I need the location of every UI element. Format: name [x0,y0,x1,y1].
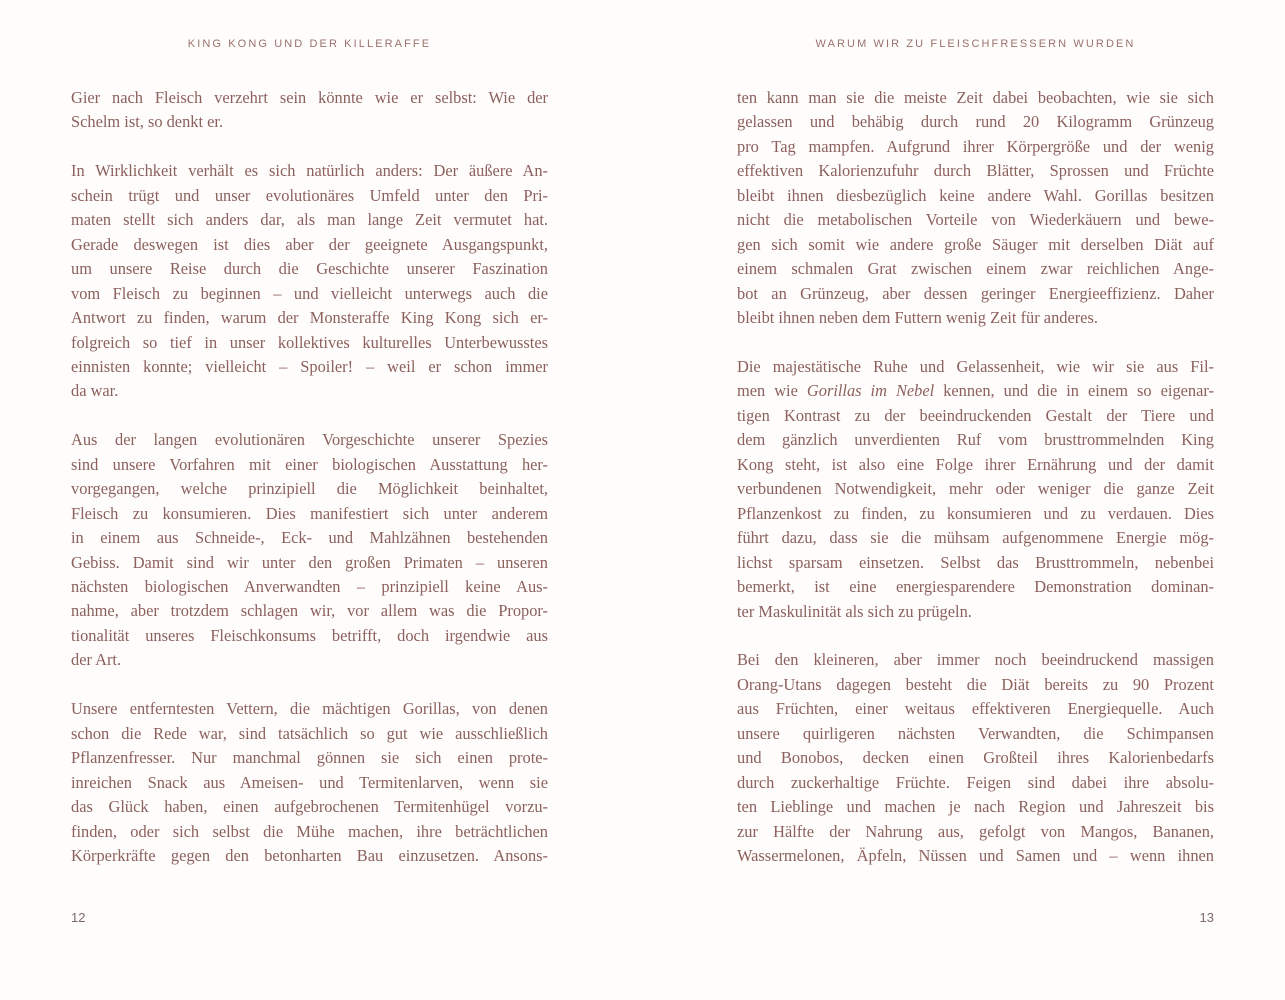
text-line: durch zuckerhaltige Früchte. Feigen sind dabei ihre absolu- [737,772,1214,792]
text-line: finden, oder sich selbst die Mühe machen, ihre beträchtlichen [71,821,548,841]
text-line: bemerkt, ist eine energiesparendere Demonstration dominan- [737,577,1214,597]
text-line: nahme, aber trotzdem schlagen wir, vor allem was die Propor- [71,601,548,621]
page-body-right [737,86,1214,868]
text-line: maten stellt sich anders dar, als man lange Zeit vermutet hat. [71,210,548,230]
text-line: Orang-Utans dagegen besteht die Diät bereits zu 90 Prozent [737,674,1214,694]
text-line: Gier nach Fleisch verzehrt sein könnte wie er selbst: Wie der [71,88,548,107]
running-head-left: KING KONG UND DER KILLERAFFE [187,38,432,50]
text-line: sind unsere Vorfahren mit einer biologischen Ausstattung her- [71,454,548,474]
text-line: tigen Kontrast zu der beeindruckenden Gestalt der Tiere und [737,405,1214,425]
text-line: dem gänzlich unverdienten Ruf vom brusttrommelnden King [737,430,1214,450]
text-line: Pflanzenfresser. Nur manchmal gönnen sie sich einen prote- [71,748,548,768]
text-line: effektiven Kalorienzufuhr durch Blätter, Sprossen und Früchte [737,161,1214,181]
paragraph [71,428,548,673]
text-line: gelassen und behäbig durch rund 20 Kilogramm Grünzeug [737,112,1214,132]
text-line: um unsere Reise durch die Geschichte unserer Faszination [71,259,548,279]
text-line: gen sich somit wie andere große Säuger mit derselben Diät auf [737,234,1214,254]
text-line: ter Maskulinität als sich zu prügeln. [737,601,972,621]
text-line: ten kann man sie die meiste Zeit dabei beobachten, wie sie sich [737,88,1214,107]
text-line: führt dazu, dass sie die mühsam aufgenommene Energie mög- [737,528,1214,548]
text-line: men wie Gorillas im Nebel kennen, und die in einem so eigenar- [737,381,1214,401]
text-line: bleibt ihnen diesbezüglich keine andere Wahl. Gorillas besitzen [737,185,1214,205]
text-line: und Bonobos, decken einen Großteil ihres Kalorienbedarfs [737,748,1214,768]
text-line: Aus der langen evolutionären Vorgeschichte unserer Spezies [71,430,548,450]
page-body-left [71,86,548,868]
text-line: In Wirklichkeit verhält es sich natürlich anders: Der äußere An- [71,161,548,181]
paragraph [71,697,548,868]
text-line: in einem aus Schneide-, Eck- und Mahlzähnen bestehenden [71,528,548,548]
text-line: Gebiss. Damit sind wir unter den großen Primaten – unseren [71,552,548,572]
text-line: einem schmalen Grat zwischen einem zwar reichlichen Ange- [737,259,1214,279]
text-line: Kong steht, ist also eine Folge ihrer Ernährung und der damit [737,454,1214,474]
italic-title: Gorillas im Nebel [806,381,935,401]
text-line: schon die Rede war, sind tatsächlich so gut wie ausschließlich [71,723,548,743]
page-number-right: 13 [1199,910,1214,925]
text-line: nicht die metabolischen Vorteile von Wiederkäuern und bewe- [737,210,1214,230]
text-line: lichst sparsam einsetzen. Selbst das Brusttrommeln, nebenbei [737,552,1214,572]
paragraph [737,86,1214,331]
text-line: schein trügt und unser evolutionäres Umfeld unter den Pri- [71,185,548,205]
text-line: Die majestätische Ruhe und Gelassenheit, wie wir sie aus Fil- [737,356,1214,376]
text-line: pro Tag mampfen. Aufgrund ihrer Körpergröße und der wenig [737,136,1214,156]
text-line: nächsten biologischen Anverwandten – prinzipiell keine Aus- [71,577,548,597]
text-line: einnisten konnte; vielleicht – Spoiler! – weil er schon immer [71,356,548,376]
text-line: Wassermelonen, Äpfeln, Nüssen und Samen und – wenn ihnen [737,846,1214,866]
text-line: Antwort zu finden, warum der Monsteraffe King Kong sich er- [71,308,548,328]
text-line: der Art. [71,650,122,670]
text-line: vom Fleisch zu beginnen – und vielleicht unterwegs auch die [71,283,548,303]
text-line: vorgegangen, welche prinzipiell die Möglichkeit beinhaltet, [71,479,548,499]
page-left [71,0,548,1000]
text-line: Pflanzenkost zu finden, zu konsumieren und zu verdauen. Dies [737,503,1214,523]
text-line: zur Hälfte der Nahrung aus, gefolgt von Mangos, Bananen, [737,821,1214,841]
text-line: unsere quirligeren nächsten Verwandten, die Schimpansen [737,723,1214,743]
page-number-left: 12 [71,910,86,925]
page-right [737,0,1214,1000]
text-line: bleibt ihnen neben dem Futtern wenig Zeit für anderes. [737,308,1098,328]
text-line: da war. [71,381,119,401]
text-line: ten Lieblinge und machen je nach Region und Jahreszeit bis [737,797,1214,817]
running-head-right: WARUM WIR ZU FLEISCHFRESSERN WURDEN [815,38,1136,50]
paragraph [71,86,548,135]
text-line: Gerade deswegen ist dies aber der geeignete Ausgangspunkt, [71,234,548,254]
text-line: folgreich so tief in unser kollektives kulturelles Unterbewusstes [71,332,548,352]
text-line: Fleisch zu konsumieren. Dies manifestiert sich unter anderem [71,503,548,523]
paragraph [71,159,548,404]
text-line: inreichen Snack aus Ameisen- und Termitenlarven, wenn sie [71,772,548,792]
paragraph [737,648,1214,868]
text-line: Unsere entferntesten Vettern, die mächtigen Gorillas, von denen [71,699,548,719]
text-line: Körperkräfte gegen den betonharten Bau einzusetzen. Ansons- [71,846,548,865]
text-line: aus Früchten, einer weitaus effektiveren Energiequelle. Auch [737,699,1214,719]
paragraph [737,355,1214,624]
text-line: tionalität unseres Fleischkonsums betrifft, doch irgendwie aus [71,625,548,645]
text-line: Bei den kleineren, aber immer noch beeindruckend massigen [737,650,1214,670]
text-line: Schelm ist, so denkt er. [71,112,224,132]
text-line: verbundenen Notwendigkeit, mehr oder weniger die ganze Zeit [737,479,1214,499]
text-line: bot an Grünzeug, aber dessen geringer Energieeffizienz. Daher [737,283,1214,303]
text-line: das Glück haben, einen aufgebrochenen Termitenhügel vorzu- [71,797,548,817]
